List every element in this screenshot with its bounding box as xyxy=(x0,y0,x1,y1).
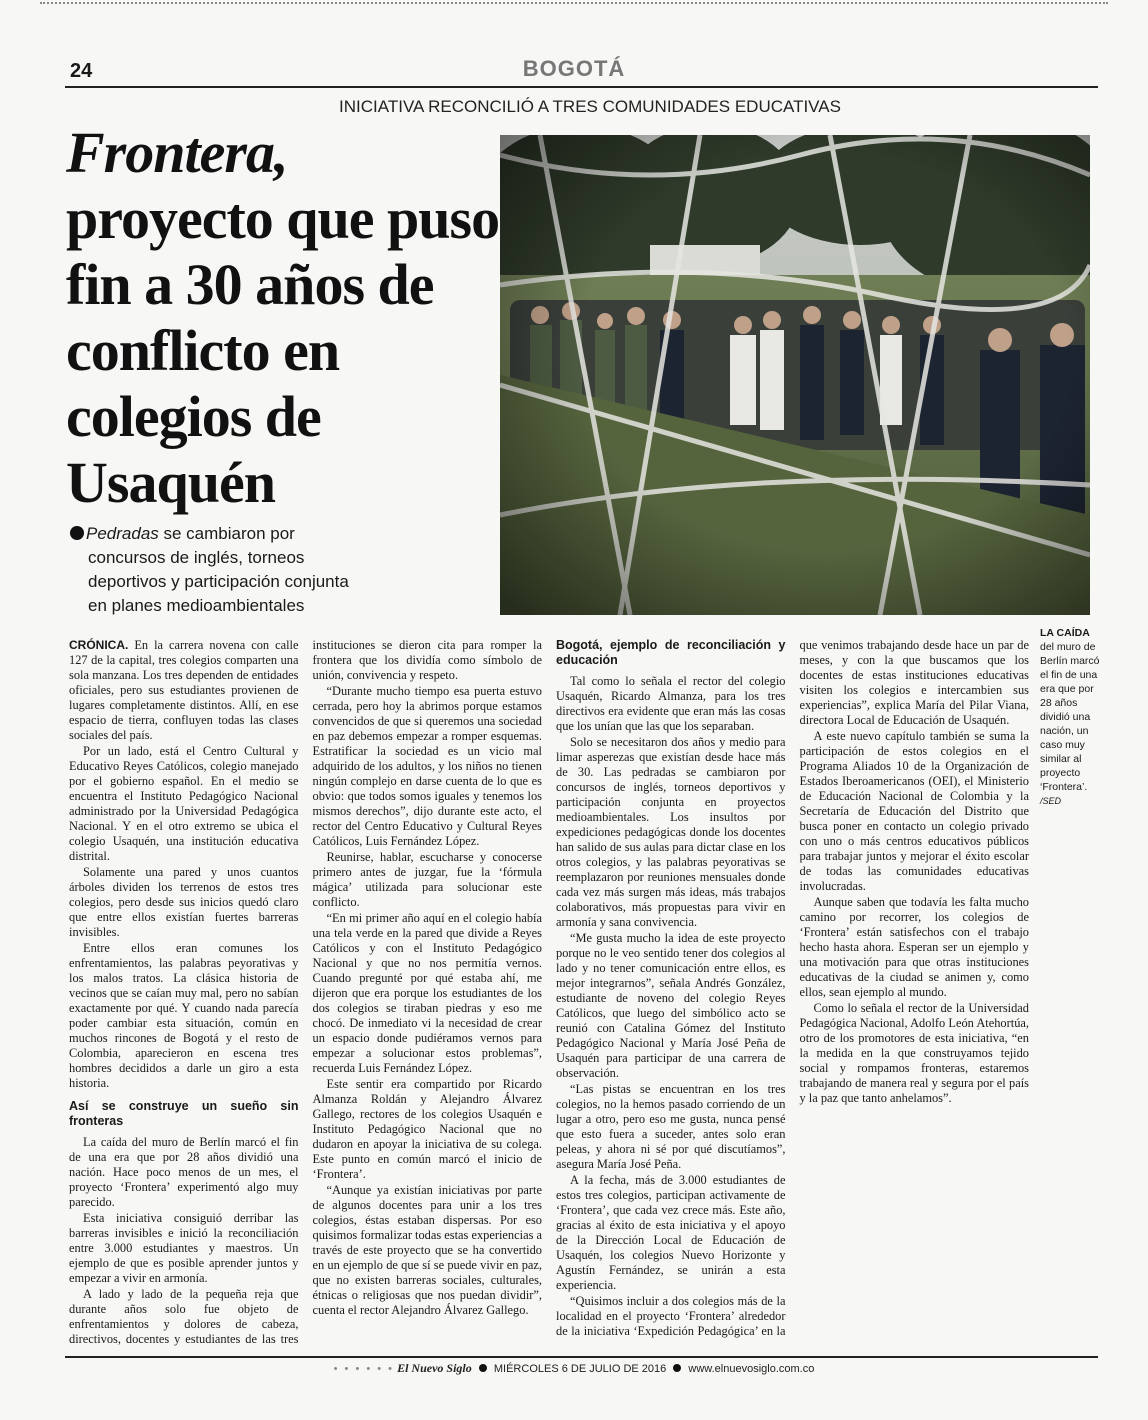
photo-students-behind-fence-icon xyxy=(500,135,1090,615)
article-paragraph xyxy=(69,638,299,743)
article-paragraph-text: En la carrera novena con calle 127 de la capital, tres colegios comparten una sola manzana. Los tres dependen de entidades oficiales, pero sus estudiantes provienen de lugares completamente distintos. Allí, en ese espacio de tierra, confluyen todas las clases sociales del país. xyxy=(69,638,299,742)
subhead-italic: Pedradas xyxy=(86,524,159,543)
article-paragraph: Entre ellos eran comunes los enfrentamientos, las palabras peyorativas y los malos tratos. La clásica historia de vecinos que se caían muy mal, pero no sabían exactamente por qué. Y cuando nada parecía poder cambiar esta situación, común en muchos rincones de Bogotá y el resto de Colombia, aparecieron en escena tres hombres decididos a darle un giro a esta historia. xyxy=(69,941,299,1090)
article-subheading: Así se construye un sueño sin fronteras xyxy=(69,1099,299,1128)
article-paragraph: A la fecha, más de 3.000 estudiantes de estos tres colegios, participan activamente de ‘Frontera’, que cada vez crece más. Este año, gracias al éxito de esta iniciativa y el apoyo de la Dirección Local de Educación de Usaquén, los colegios Nuevo Horizonte y Agustín Fernández, se unirán a esta experiencia. xyxy=(556,1173,786,1292)
kicker: INICIATIVA RECONCILIÓ A TRES COMUNIDADES EDUCATIVAS xyxy=(339,97,841,116)
subhead-line-1-text: se cambiaron por xyxy=(158,524,295,543)
page-footer xyxy=(0,1361,1148,1376)
page-number: 24 xyxy=(70,60,93,82)
photo-caption xyxy=(1040,626,1102,808)
subhead-line-1 xyxy=(70,522,400,546)
article-body xyxy=(69,638,1029,1350)
article-subheading: Bogotá, ejemplo de reconciliación y educación xyxy=(556,638,786,667)
footer-dot-icon xyxy=(673,1364,681,1372)
article-paragraph: Este sentir era compartido por Ricardo Almanza Roldán y Alejandro Álvarez Gallego, rectores de los colegios Usaquén e Instituto Pedagógico Nacional que no dudaron en apoyar la iniciativa de su colega. Este punto en común marcó el inicio de ‘Frontera’. xyxy=(312,1077,542,1181)
section-name: BOGOTÁ xyxy=(522,56,626,81)
article-photo xyxy=(500,135,1090,615)
bullet-icon xyxy=(70,526,84,540)
headline-lead: Frontera, xyxy=(66,120,288,185)
article-paragraph: Reunirse, hablar, escucharse y conocerse primero antes de juzgar, fue la ‘fórmula mágica’ utilizada para solucionar este conflicto. xyxy=(312,850,542,909)
article-paragraph: Aunque saben que todavía les falta mucho camino por recorrer, los colegios de ‘Frontera’ están satisfechos con el trabajo hecho hasta ahora. Esperan ser un ejemplo y una motivación para que otras instituciones educativas de la ciudad se animen y, como ellos, sean ejemplo al mundo. xyxy=(799,895,1029,999)
article-paragraph: Solamente una pared y unos cuantos árboles dividen los terrenos de estos tres colegios, pero desde sus inicios quedó claro que entre ellos existían fuertes barreras invisibles. xyxy=(69,865,299,939)
article-paragraph: Tal como lo señala el rector del colegio Usaquén, Ricardo Almanza, para los tres directivos era evidente que eran más las cosas que los unían que las que los separaban. xyxy=(556,674,786,733)
top-dotted-rule xyxy=(40,2,1108,8)
article-paragraph: A este nuevo capítulo también se suma la participación de estos colegios en el Programa Aliados 10 de la Organización de Estados Iberoamericanos (OEI), el Ministerio de Educación Nacional de Colombia y la Secretaría de Educación del Distrito que busca poner en contacto un colegio privado con uno o más centros educativos públicos para trabajar juntos y mejorar el éxito escolar de todas las comunidades educativas involucradas. xyxy=(799,729,1029,893)
caption-title: LA CAÍDA xyxy=(1040,627,1090,639)
subhead-line-2: concursos de inglés, torneos xyxy=(88,548,305,567)
footer-dots: • • • • • • xyxy=(333,1363,395,1375)
article-paragraph: “Las pistas se encuentran en los tres colegios, no la hemos pasado corriendo de un lugar a otro, pero eso me gusta, nunca pensé que esto fuera a suceder, antes solo eran peleas, y ahora ni sé por qué discutíamos”, asegura María José Peña. xyxy=(556,1082,786,1171)
footer-rule xyxy=(65,1356,1098,1358)
article-paragraph: “Quisimos incluir a dos colegios más de la localidad en el proyecto ‘Frontera’ alrededor de la iniciativa ‘Expedición Pedagógica’ en la que venimos trabajando desde hace un par de meses, y con la que buscamos que los docentes de estas instituciones educativas visiten los colegios e intercambien sus experiencias”, explica María del Pilar Viana, directora Local de Educación de Usaquén. xyxy=(556,638,1029,1338)
footer-dot-icon xyxy=(479,1364,487,1372)
section-rule xyxy=(65,86,1098,88)
headline-rest: proyecto que puso fin a 30 años de conflicto en colegios de Usaquén xyxy=(66,186,500,515)
footer-masthead: El Nuevo Siglo xyxy=(397,1361,472,1375)
article-paragraph: “En mi primer año aquí en el colegio había una tela verde en la pared que divide a Reyes Católicos y con el Instituto Pedagógico Nacional y que no nos permitía vernos. Cuando pregunté por qué estaba ahí, me dijeron que era porque los estudiantes de los dos colegios se tiraban piedras y eso me chocó. De inmediato vi la necesidad de crear un espacio donde pudiéramos vernos para empezar a solucionar estos problemas”, recuerda Luis Fernández López. xyxy=(312,911,542,1075)
subhead-line-3: deportivos y participación conjunta xyxy=(88,572,349,591)
article-paragraph: Como lo señala el rector de la Universidad Pedagógica Nacional, Adolfo León Atehortúa, otro de los promotores de esta iniciativa, “en la medida en la que construyamos tejido social y rompamos fronteras, estaremos trabajando de manera real y segura por el país y la paz que tanto anhelamos”. xyxy=(799,1001,1029,1105)
caption-text: del muro de Berlín marcó el fin de una era que por 28 años dividió una nación, un caso muy similar al proyecto ‘Frontera’. xyxy=(1040,641,1100,793)
article-paragraph: “Aunque ya existían iniciativas por parte de algunos docentes para unir a los tres colegios, éstas estaban dispersas. Por eso quisimos formalizar todas estas experiencias a través de este proyecto que se ha convertido en un ejemplo de que sí se puede vivir en paz, que no existen barreras sociales, culturales, étnicas o religiosas que nos puedan dividir”, cuenta el rector Alejandro Álvarez Gallego. xyxy=(312,1183,542,1317)
article-paragraph: “Durante mucho tiempo esa puerta estuvo cerrada, pero hoy la abrimos porque estamos convencidos de que si queremos una sociedad en paz debemos empezar a romper esquemas. Estratificar la sociedad es un vicio mal adquirido de los adultos, y los niños no tienen ningún complejo en darse cuenta de lo que es obvio: que todos somos iguales y tenemos los mismos derechos”, dijo durante este acto, el rector del Centro Educativo y Cultural Reyes Católicos, Luis Fernández López. xyxy=(312,684,542,848)
footer-date: MIÉRCOLES 6 DE JULIO DE 2016 xyxy=(493,1363,667,1375)
article-paragraph: La caída del muro de Berlín marcó el fin de una era que por 28 años dividió una nación. Hace poco menos de un mes, el proyecto ‘Frontera’ experimentó algo muy parecido. xyxy=(69,1135,299,1209)
article-paragraph: Por un lado, está el Centro Cultural y Educativo Reyes Católicos, colegio manejado por el gobierno español. En el medio se encuentra el Instituto Pedagógico Nacional administrado por la Universidad Pedagógica Nacional. Y en el otro extremo se ubica el colegio Usaquén, una institución educativa distrital. xyxy=(69,744,299,863)
article-paragraph: Solo se necesitaron dos años y medio para limar asperezas que existían desde hace más de 30. Las pedradas se cambiaron por concursos de inglés, torneos deportivos y participación conjunta en proyectos medioambientales. Los insultos por expediciones pedagógicas donde los docentes han salido de sus aulas para dictar clase en los otros colegios, y las palabras peyorativas se reemplazaron por reuniones mensuales donde cada vez más surgen más ideas, más trabajos colaborativos, más propuestas para vivir en armonía y sana convivencia. xyxy=(556,735,786,929)
footer-url: www.elnuevosiglo.com.co xyxy=(688,1363,815,1375)
article-paragraph: Esta iniciativa consiguió derribar las barreras invisibles e inició la reconciliación entre 3.000 estudiantes y maestros. Un ejemplo de que es posible aprender juntos y empezar a vivir en armonía. xyxy=(69,1211,299,1285)
subhead-line-4: en planes medioambientales xyxy=(88,596,305,615)
subhead xyxy=(70,522,400,618)
article-paragraph: “Me gusta mucho la idea de este proyecto porque no le veo sentido tener dos colegios al lado y no tener comunicación entre ellos, es mejor integrarnos”, señala Andrés González, estudiante de noveno del colegio Reyes Católicos, que luego del simbólico acto se reunió con Catalina Gómez del Instituto Pedagógico Nacional y María José Peña de Usaquén para participar de una carrera de observación. xyxy=(556,931,786,1080)
headline xyxy=(66,120,506,516)
article-paragraph: A lado y lado de la pequeña reja que durante años solo fue objeto de enfrentamientos y dolores de cabeza, directivos, docentes y estudiantes de las tres instituciones se dieron cita para romper la frontera que los dividía como símbolo de unión, convivencia y respeto. xyxy=(69,638,542,1346)
caption-credit: /SED xyxy=(1040,796,1062,806)
article-lead-word: CRÓNICA. xyxy=(69,638,129,652)
